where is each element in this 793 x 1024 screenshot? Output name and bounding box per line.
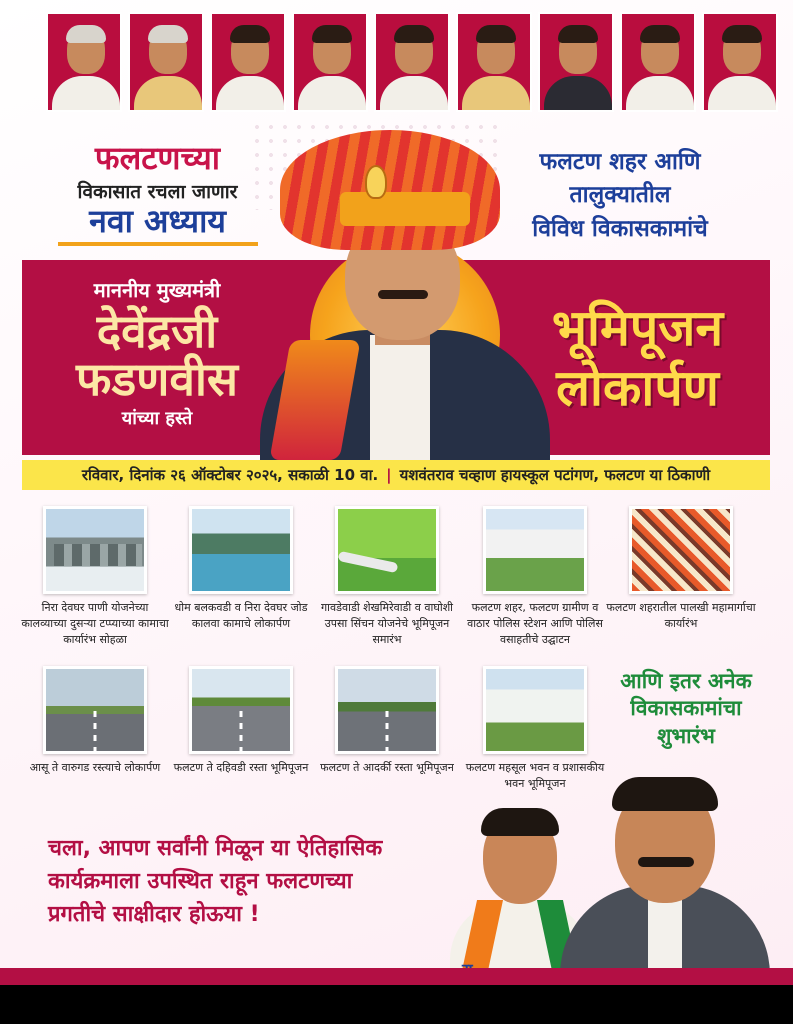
headline-right-line1: फलटण शहर आणि bbox=[539, 149, 701, 175]
headline-right-line3: विविध विकासकामांचे bbox=[532, 215, 708, 242]
appeal-line3: प्रगतीचे साक्षीदार होऊया ! bbox=[48, 902, 260, 927]
leader-portrait bbox=[128, 12, 204, 112]
irrigation-photo bbox=[335, 506, 439, 594]
road-photo bbox=[43, 666, 147, 754]
mla-portrait bbox=[560, 765, 770, 985]
dam-photo bbox=[43, 506, 147, 594]
pheta-turban bbox=[280, 130, 500, 250]
project-item bbox=[20, 506, 170, 648]
palkhi-photo bbox=[629, 506, 733, 594]
lake-photo bbox=[189, 506, 293, 594]
other-works-line2: विकासकामांचा bbox=[630, 696, 742, 721]
event-bhoomipujan: भूमिपूजन bbox=[551, 299, 724, 357]
leader-portrait bbox=[538, 12, 614, 112]
event-date-time: रविवार, दिनांक २६ ऑक्टोबर २०२५, सकाळी 10 वा. bbox=[81, 466, 379, 484]
cm-name-line1: देवेंद्रजी bbox=[96, 304, 218, 358]
appeal-text bbox=[48, 832, 468, 931]
appeal-line2: कार्यक्रमाला उपस्थित राहून फलटणच्या bbox=[48, 869, 353, 894]
headline-left-line3: नवा अध्याय bbox=[89, 201, 226, 240]
leader-portrait bbox=[620, 12, 696, 112]
road-photo bbox=[335, 666, 439, 754]
headline-underline bbox=[58, 242, 258, 246]
banner-left-text bbox=[22, 276, 292, 430]
project-item bbox=[166, 666, 316, 776]
leaders-row bbox=[46, 12, 778, 112]
project-item bbox=[312, 506, 462, 648]
project-caption: फलटण ते आदर्की रस्ता भूमिपूजन bbox=[320, 761, 454, 774]
leader-portrait bbox=[210, 12, 286, 112]
project-caption: गावडेवाडी शेखमिरेवाडी व वाघोशी उपसा सिंचन योजनेचे भूमिपूजन समारंभ bbox=[320, 601, 454, 646]
other-works-line1: आणि इतर अनेक bbox=[620, 669, 752, 693]
separator: | bbox=[386, 466, 392, 484]
leader-portrait bbox=[292, 12, 368, 112]
project-item bbox=[312, 666, 462, 776]
road-photo bbox=[189, 666, 293, 754]
cm-hands-text: यांच्या हस्ते bbox=[121, 407, 193, 429]
banner-right-text bbox=[505, 300, 770, 418]
event-lokarpan: लोकार्पण bbox=[556, 358, 719, 417]
project-caption: फलटण शहरातील पालखी महामार्गाचा कार्यारंभ bbox=[606, 601, 756, 630]
leader-portrait bbox=[456, 12, 532, 112]
project-item bbox=[166, 506, 316, 632]
bottom-bar bbox=[0, 968, 793, 985]
project-item bbox=[606, 506, 756, 632]
building-photo bbox=[483, 666, 587, 754]
project-item bbox=[20, 666, 170, 776]
project-caption: आसू ते वारुगड रस्त्याचे लोकार्पण bbox=[29, 761, 161, 774]
project-caption: निरा देवघर पाणी योजनेच्या कालव्याच्या दुसऱ्या टप्प्याच्या कामाचा कार्यारंभ सोहळा bbox=[21, 601, 169, 646]
appeal-line1: चला, आपण सर्वांनी मिळून या ऐतिहासिक bbox=[48, 836, 383, 861]
project-caption: फलटण ते दहिवडी रस्ता भूमिपूजन bbox=[173, 761, 309, 774]
police-station-photo bbox=[483, 506, 587, 594]
event-venue: यशवंतराव चव्हाण हायस्कूल पटांगण, फलटण या ठिकाणी bbox=[399, 466, 711, 484]
cm-title: माननीय मुख्यमंत्री bbox=[93, 278, 221, 302]
project-caption: धोम बलकवडी व निरा देवघर जोड कालवा कामाचे लोकार्पण bbox=[174, 601, 308, 630]
headline-left-line2: विकासात रचला जाणार bbox=[77, 180, 238, 203]
headline-left-line1: फलटणच्या bbox=[94, 139, 221, 177]
project-item bbox=[460, 506, 610, 648]
headline-left bbox=[40, 139, 275, 246]
other-works-line3: शुभारंभ bbox=[657, 723, 715, 748]
cm-name-line2: फडणवीस bbox=[76, 352, 238, 407]
leader-portrait bbox=[702, 12, 778, 112]
date-venue-strip bbox=[22, 460, 770, 490]
leader-portrait bbox=[46, 12, 122, 112]
project-caption: फलटण शहर, फलटण ग्रामीण व वाठार पोलिस स्टेशन आणि पोलिस वसाहतीचे उद्घाटन bbox=[467, 601, 603, 646]
other-works-text bbox=[596, 668, 776, 750]
leader-portrait bbox=[374, 12, 450, 112]
headline-right-line2: तालुक्यातील bbox=[569, 182, 671, 209]
project-caption: फलटण महसूल भवन व प्रशासकीय भवन भूमिपूजन bbox=[465, 761, 605, 790]
